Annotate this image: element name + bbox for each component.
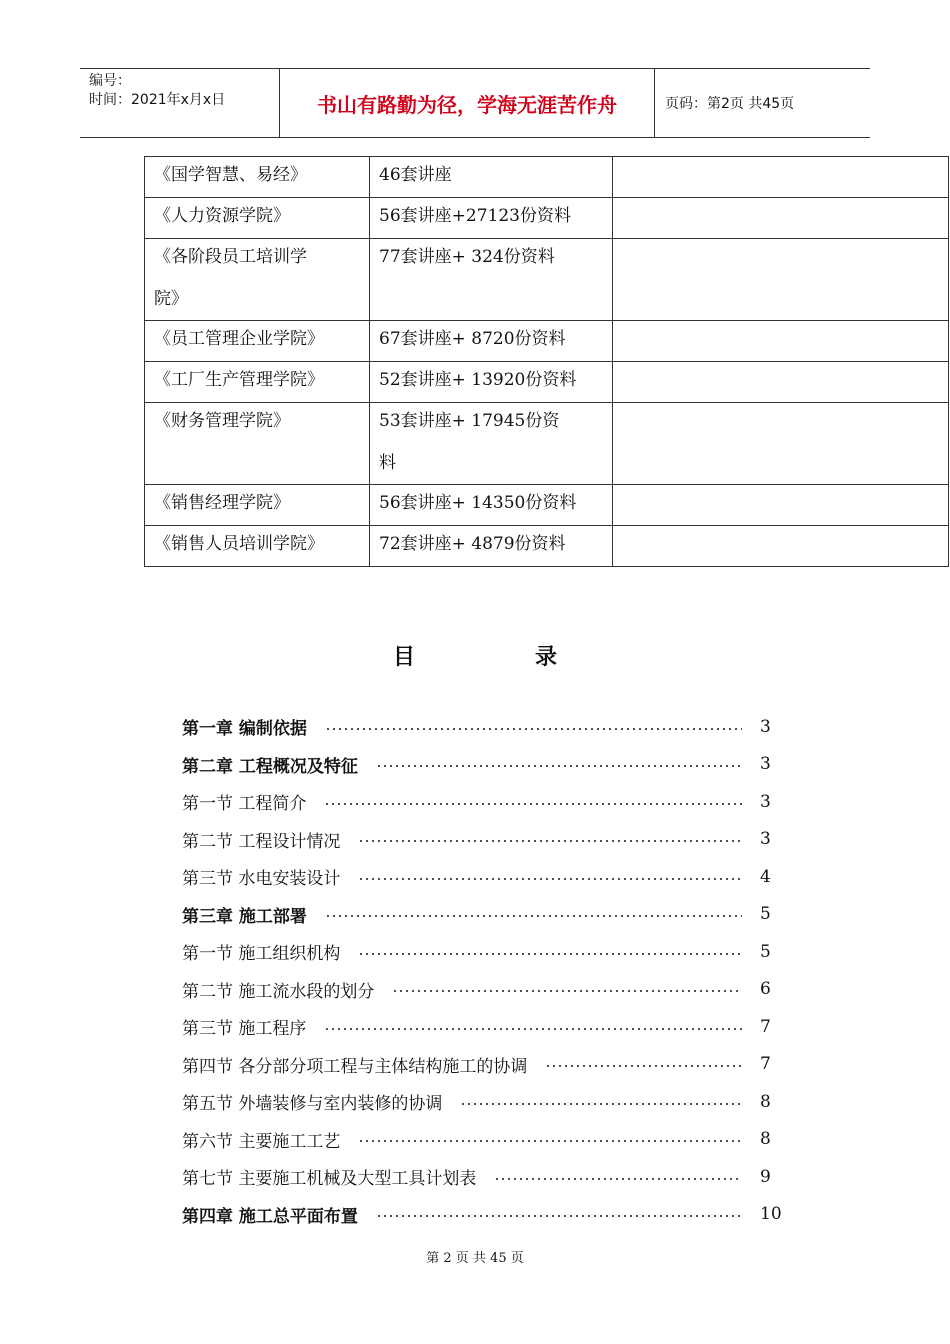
toc-entry-page: 7: [760, 1016, 771, 1037]
dot-leader: [358, 1140, 742, 1142]
toc-entry[interactable]: [182, 821, 782, 859]
table-row: [145, 526, 949, 567]
toc-entry-label: 第二节 工程设计情况: [182, 831, 341, 852]
toc-entry[interactable]: [182, 783, 782, 821]
dot-leader: [460, 1103, 742, 1105]
toc-entry-label: 第三节 水电安装设计: [182, 869, 341, 890]
dot-leader: [494, 1178, 742, 1180]
course-name: 《各阶段员工培训学 院》: [145, 239, 370, 321]
toc-entry-page: 3: [760, 716, 771, 737]
toc-entry-label: 第一节 工程简介: [182, 794, 307, 815]
empty-cell: [613, 403, 949, 485]
code-label: 编号：: [89, 73, 131, 89]
table-row: [145, 157, 949, 198]
course-name: 《财务管理学院》: [145, 403, 370, 485]
toc-entry[interactable]: [182, 971, 782, 1009]
toc-entry-page: 8: [760, 1091, 771, 1112]
toc-entry[interactable]: [182, 1158, 782, 1196]
toc-entry-label: 第三章 施工部署: [182, 906, 307, 927]
toc-title-right: 录: [535, 645, 558, 670]
course-content: 56套讲座+27123份资料: [370, 198, 613, 239]
course-content: 77套讲座+ 324份资料: [370, 239, 613, 321]
dot-leader: [376, 1215, 742, 1217]
toc-entry-page: 5: [760, 904, 771, 925]
table-of-contents: [182, 708, 782, 1233]
dot-leader: [324, 1028, 742, 1030]
course-name: 《员工管理企业学院》: [145, 321, 370, 362]
toc-entry-page: 3: [760, 791, 771, 812]
dot-leader: [325, 728, 742, 730]
dot-leader: [325, 915, 742, 917]
course-name: 《销售人员培训学院》: [145, 526, 370, 567]
table-row: [145, 485, 949, 526]
toc-entry[interactable]: [182, 1121, 782, 1159]
header-meta: [80, 69, 280, 137]
toc-entry[interactable]: [182, 933, 782, 971]
toc-entry-page: 9: [760, 1166, 771, 1187]
toc-entry[interactable]: [182, 1083, 782, 1121]
course-content: 53套讲座+ 17945份资 料: [370, 403, 613, 485]
toc-entry-page: 8: [760, 1129, 771, 1150]
toc-entry[interactable]: [182, 1196, 782, 1234]
dot-leader: [358, 840, 742, 842]
header-page-info: 页码：第2页 共45页: [665, 96, 795, 112]
toc-title-left: 目: [392, 645, 415, 670]
toc-entry[interactable]: [182, 746, 782, 784]
toc-entry-label: 第四章 施工总平面布置: [182, 1206, 358, 1227]
toc-entry-label: 第六节 主要施工工艺: [182, 1131, 341, 1152]
toc-entry-label: 第二章 工程概况及特征: [182, 756, 358, 777]
toc-entry-page: 10: [760, 1204, 782, 1225]
toc-entry-label: 第五节 外墙装修与室内装修的协调: [182, 1094, 443, 1115]
table-row: [145, 403, 949, 485]
empty-cell: [613, 321, 949, 362]
empty-cell: [613, 157, 949, 198]
toc-entry-label: 第七节 主要施工机械及大型工具计划表: [182, 1169, 477, 1190]
course-content: 56套讲座+ 14350份资料: [370, 485, 613, 526]
toc-entry-label: 第三节 施工程序: [182, 1019, 307, 1040]
toc-entry-label: 第一节 施工组织机构: [182, 944, 341, 965]
empty-cell: [613, 526, 949, 567]
empty-cell: [613, 362, 949, 403]
course-content: 67套讲座+ 8720份资料: [370, 321, 613, 362]
toc-entry-label: 第二节 施工流水段的划分: [182, 981, 375, 1002]
toc-entry-page: 4: [760, 866, 771, 887]
toc-entry-page: 5: [760, 941, 771, 962]
dot-leader: [324, 803, 742, 805]
toc-entry-label: 第四节 各分部分项工程与主体结构施工的协调: [182, 1056, 528, 1077]
toc-entry[interactable]: [182, 1008, 782, 1046]
toc-entry[interactable]: [182, 1046, 782, 1084]
toc-entry[interactable]: [182, 896, 782, 934]
empty-cell: [613, 485, 949, 526]
course-table: [144, 156, 949, 567]
course-name: 《销售经理学院》: [145, 485, 370, 526]
toc-entry-page: 6: [760, 979, 771, 1000]
toc-entry-page: 3: [760, 754, 771, 775]
table-row: [145, 362, 949, 403]
course-name: 《国学智慧、易经》: [145, 157, 370, 198]
empty-cell: [613, 198, 949, 239]
table-row: [145, 198, 949, 239]
time-label: 时间：2021年x月x日: [89, 92, 226, 108]
toc-entry-label: 第一章 编制依据: [182, 719, 307, 740]
course-name: 《人力资源学院》: [145, 198, 370, 239]
page-header: [80, 68, 870, 138]
header-motto: 书山有路勤为径，学海无涯苦作舟: [280, 69, 655, 137]
page-footer: 第 2 页 共 45 页: [426, 1251, 524, 1266]
toc-entry[interactable]: [182, 858, 782, 896]
toc-title: [0, 640, 950, 671]
dot-leader: [358, 878, 742, 880]
toc-entry-page: 7: [760, 1054, 771, 1075]
empty-cell: [613, 239, 949, 321]
toc-entry-page: 3: [760, 829, 771, 850]
dot-leader: [545, 1065, 742, 1067]
course-name: 《工厂生产管理学院》: [145, 362, 370, 403]
dot-leader: [358, 953, 742, 955]
course-content: 46套讲座: [370, 157, 613, 198]
course-content: 72套讲座+ 4879份资料: [370, 526, 613, 567]
course-content: 52套讲座+ 13920份资料: [370, 362, 613, 403]
table-row: [145, 239, 949, 321]
dot-leader: [392, 990, 742, 992]
toc-entry[interactable]: [182, 708, 782, 746]
table-row: [145, 321, 949, 362]
dot-leader: [376, 765, 742, 767]
